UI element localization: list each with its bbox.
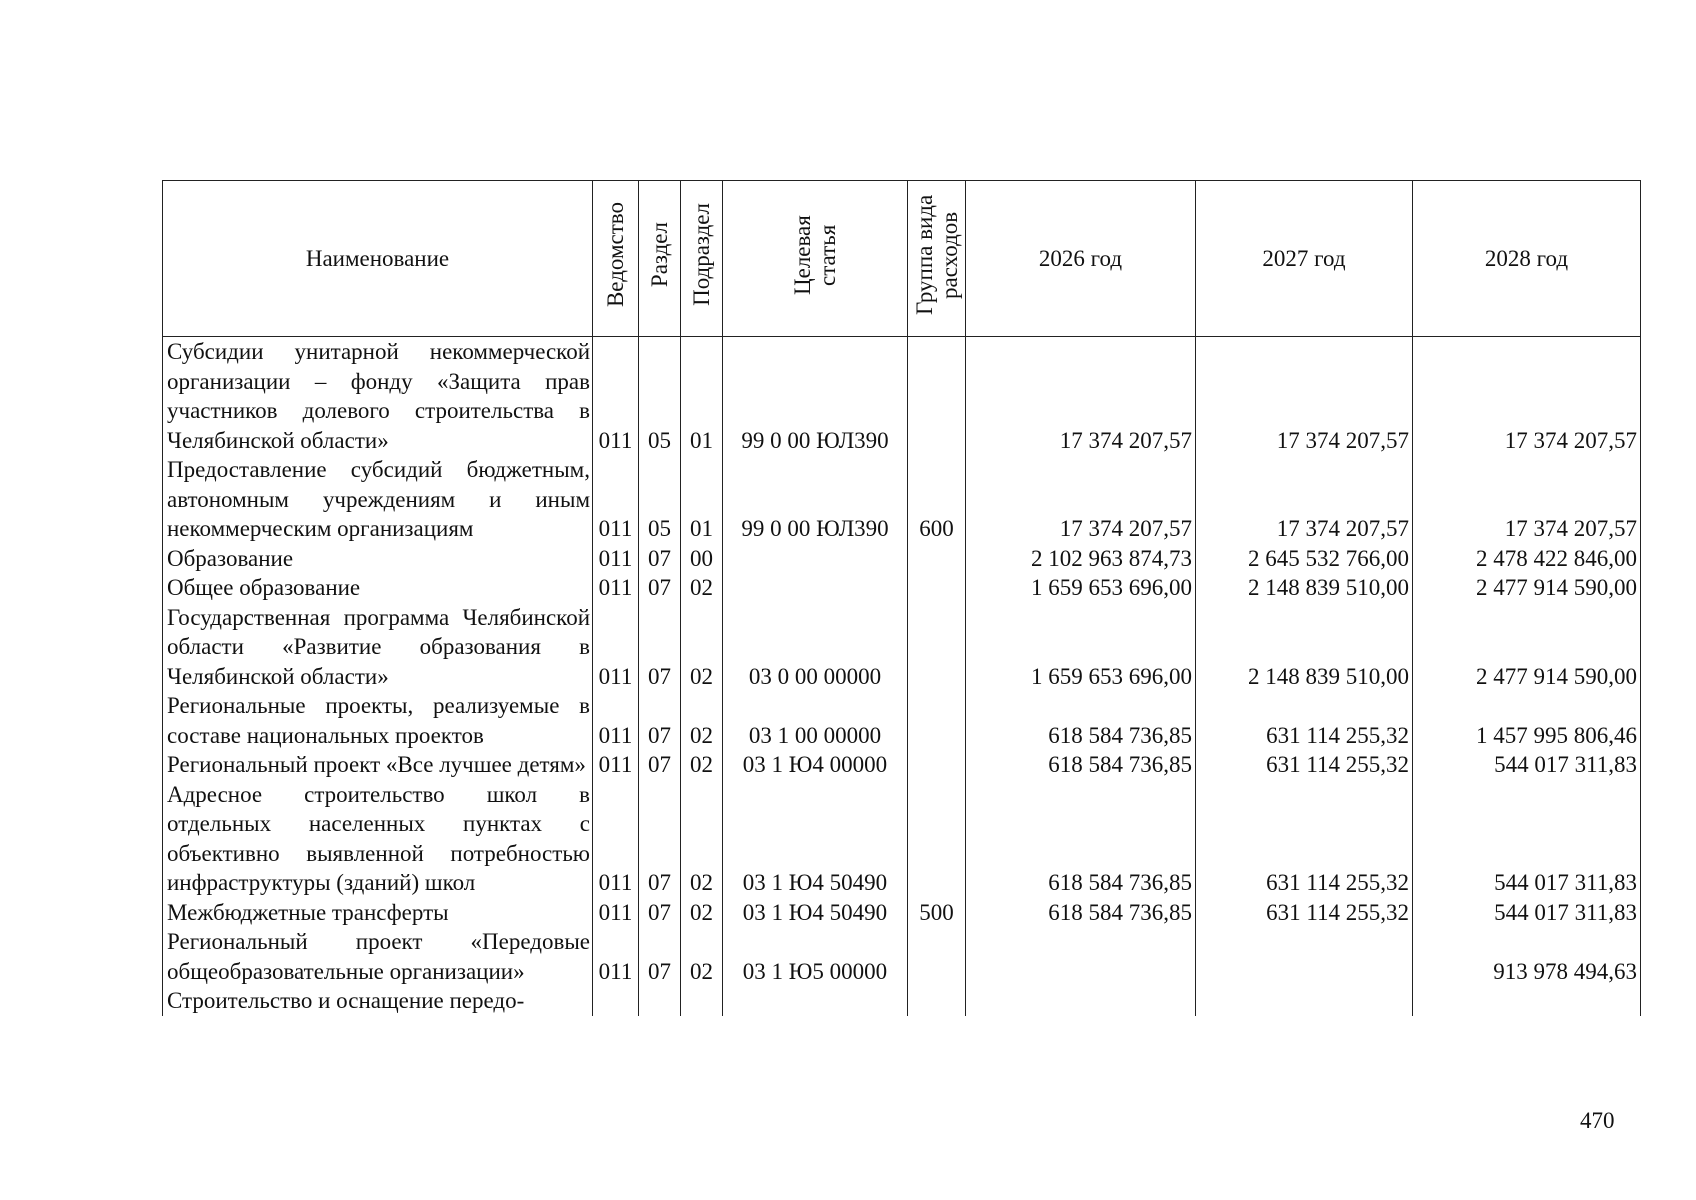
cell-year-2026: 618 584 736,85 xyxy=(966,898,1196,928)
page-number: 470 xyxy=(1580,1108,1615,1133)
cell-year-2027: 631 114 255,32 xyxy=(1196,691,1413,750)
cell-vedomstvo: 011 xyxy=(593,455,639,544)
cell-gruppa xyxy=(908,603,966,692)
cell-gruppa xyxy=(908,986,966,1016)
table-row xyxy=(163,455,1641,544)
cell-year-2026: 1 659 653 696,00 xyxy=(966,573,1196,603)
cell-year-2028: 2 478 422 846,00 xyxy=(1413,544,1641,574)
table-row xyxy=(163,927,1641,986)
table-row xyxy=(163,573,1641,603)
cell-vedomstvo xyxy=(593,986,639,1016)
cell-podrazdel: 00 xyxy=(681,544,723,574)
cell-gruppa: 600 xyxy=(908,455,966,544)
cell-name: Адресное строительство школ в отдельных населенных пунктах с объективно выявленной потребностью инфраструктуры (зданий) школ xyxy=(163,780,593,898)
cell-podrazdel: 02 xyxy=(681,691,723,750)
cell-year-2026: 618 584 736,85 xyxy=(966,750,1196,780)
cell-podrazdel: 02 xyxy=(681,750,723,780)
cell-year-2027: 631 114 255,32 xyxy=(1196,898,1413,928)
cell-vedomstvo: 011 xyxy=(593,898,639,928)
cell-year-2028: 913 978 494,63 xyxy=(1413,927,1641,986)
cell-razdel: 07 xyxy=(639,573,681,603)
table-row xyxy=(163,750,1641,780)
header-name: Наименование xyxy=(163,181,593,337)
table-row xyxy=(163,544,1641,574)
cell-razdel: 07 xyxy=(639,780,681,898)
cell-year-2026: 17 374 207,57 xyxy=(966,337,1196,456)
cell-podrazdel: 02 xyxy=(681,573,723,603)
cell-year-2027: 2 148 839 510,00 xyxy=(1196,573,1413,603)
cell-year-2027: 17 374 207,57 xyxy=(1196,455,1413,544)
cell-year-2028: 17 374 207,57 xyxy=(1413,337,1641,456)
cell-podrazdel xyxy=(681,986,723,1016)
cell-year-2026: 2 102 963 874,73 xyxy=(966,544,1196,574)
cell-podrazdel: 01 xyxy=(681,337,723,456)
cell-year-2028: 2 477 914 590,00 xyxy=(1413,573,1641,603)
cell-year-2027 xyxy=(1196,927,1413,986)
header-year-2027: 2027 год xyxy=(1196,181,1413,337)
cell-gruppa xyxy=(908,691,966,750)
cell-vedomstvo: 011 xyxy=(593,337,639,456)
cell-razdel: 07 xyxy=(639,927,681,986)
cell-vedomstvo: 011 xyxy=(593,603,639,692)
cell-razdel: 05 xyxy=(639,337,681,456)
cell-name: Образование xyxy=(163,544,593,574)
header-year-2026: 2026 год xyxy=(966,181,1196,337)
cell-year-2028: 17 374 207,57 xyxy=(1413,455,1641,544)
cell-name: Общее образование xyxy=(163,573,593,603)
table-row xyxy=(163,898,1641,928)
cell-year-2026: 618 584 736,85 xyxy=(966,691,1196,750)
cell-tselevaya-statya: 03 1 Ю4 50490 xyxy=(723,898,908,928)
cell-year-2027: 631 114 255,32 xyxy=(1196,750,1413,780)
cell-year-2028: 1 457 995 806,46 xyxy=(1413,691,1641,750)
cell-tselevaya-statya xyxy=(723,986,908,1016)
cell-year-2027: 2 645 532 766,00 xyxy=(1196,544,1413,574)
cell-vedomstvo: 011 xyxy=(593,750,639,780)
cell-year-2028: 544 017 311,83 xyxy=(1413,750,1641,780)
header-year-2028: 2028 год xyxy=(1413,181,1641,337)
cell-podrazdel: 02 xyxy=(681,603,723,692)
cell-vedomstvo: 011 xyxy=(593,780,639,898)
cell-gruppa xyxy=(908,337,966,456)
cell-year-2027: 2 148 839 510,00 xyxy=(1196,603,1413,692)
cell-podrazdel: 02 xyxy=(681,898,723,928)
cell-tselevaya-statya xyxy=(723,544,908,574)
cell-year-2026 xyxy=(966,986,1196,1016)
cell-razdel: 07 xyxy=(639,898,681,928)
cell-vedomstvo: 011 xyxy=(593,573,639,603)
cell-vedomstvo: 011 xyxy=(593,691,639,750)
cell-razdel: 07 xyxy=(639,603,681,692)
cell-name: Региональные проекты, реализуемые в составе национальных проектов xyxy=(163,691,593,750)
cell-tselevaya-statya: 03 1 Ю4 00000 xyxy=(723,750,908,780)
cell-razdel: 07 xyxy=(639,544,681,574)
cell-tselevaya-statya: 03 1 Ю5 00000 xyxy=(723,927,908,986)
cell-name: Межбюджетные трансферты xyxy=(163,898,593,928)
cell-year-2027: 631 114 255,32 xyxy=(1196,780,1413,898)
cell-gruppa xyxy=(908,573,966,603)
cell-tselevaya-statya: 03 0 00 00000 xyxy=(723,603,908,692)
cell-name: Региональный проект «Передовые общеобразовательные организации» xyxy=(163,927,593,986)
table-row xyxy=(163,780,1641,898)
table-row xyxy=(163,691,1641,750)
cell-year-2026: 1 659 653 696,00 xyxy=(966,603,1196,692)
table-row xyxy=(163,986,1641,1016)
table-body xyxy=(163,337,1641,1016)
cell-tselevaya-statya: 99 0 00 ЮЛ390 xyxy=(723,337,908,456)
cell-gruppa xyxy=(908,750,966,780)
cell-razdel: 05 xyxy=(639,455,681,544)
cell-vedomstvo: 011 xyxy=(593,927,639,986)
header-vedomstvo: Ведомство xyxy=(593,181,639,337)
table-row xyxy=(163,603,1641,692)
cell-year-2026 xyxy=(966,927,1196,986)
header-tselevaya-statya: Целевая статья xyxy=(723,181,908,337)
cell-name: Субсидии унитарной некоммерческой организации – фонду «Защита прав участников долевого строительства в Челябинской области» xyxy=(163,337,593,456)
cell-tselevaya-statya: 99 0 00 ЮЛ390 xyxy=(723,455,908,544)
cell-podrazdel: 01 xyxy=(681,455,723,544)
cell-podrazdel: 02 xyxy=(681,780,723,898)
cell-razdel xyxy=(639,986,681,1016)
cell-year-2028: 544 017 311,83 xyxy=(1413,898,1641,928)
cell-gruppa xyxy=(908,544,966,574)
cell-name: Государственная программа Челябинской области «Развитие образования в Челябинской области» xyxy=(163,603,593,692)
cell-gruppa xyxy=(908,927,966,986)
cell-name: Строительство и оснащение передо- xyxy=(163,986,593,1016)
cell-year-2027: 17 374 207,57 xyxy=(1196,337,1413,456)
cell-year-2026: 17 374 207,57 xyxy=(966,455,1196,544)
budget-table xyxy=(162,180,1641,1016)
cell-year-2027 xyxy=(1196,986,1413,1016)
cell-razdel: 07 xyxy=(639,691,681,750)
cell-tselevaya-statya xyxy=(723,573,908,603)
cell-name: Предоставление субсидий бюджетным, автономным учреждениям и иным некоммерческим организациям xyxy=(163,455,593,544)
cell-year-2028: 2 477 914 590,00 xyxy=(1413,603,1641,692)
header-podrazdel: Подраздел xyxy=(681,181,723,337)
cell-year-2028 xyxy=(1413,986,1641,1016)
cell-year-2028: 544 017 311,83 xyxy=(1413,780,1641,898)
cell-tselevaya-statya: 03 1 Ю4 50490 xyxy=(723,780,908,898)
cell-podrazdel: 02 xyxy=(681,927,723,986)
cell-name: Региональный проект «Все лучшее детям» xyxy=(163,750,593,780)
header-razdel: Раздел xyxy=(639,181,681,337)
cell-gruppa xyxy=(908,780,966,898)
cell-tselevaya-statya: 03 1 00 00000 xyxy=(723,691,908,750)
cell-gruppa: 500 xyxy=(908,898,966,928)
header-gruppa-vida-raskhodov: Группа вида расходов xyxy=(908,181,966,337)
cell-razdel: 07 xyxy=(639,750,681,780)
cell-vedomstvo: 011 xyxy=(593,544,639,574)
cell-year-2026: 618 584 736,85 xyxy=(966,780,1196,898)
table-row xyxy=(163,337,1641,456)
table-header xyxy=(163,181,1641,337)
